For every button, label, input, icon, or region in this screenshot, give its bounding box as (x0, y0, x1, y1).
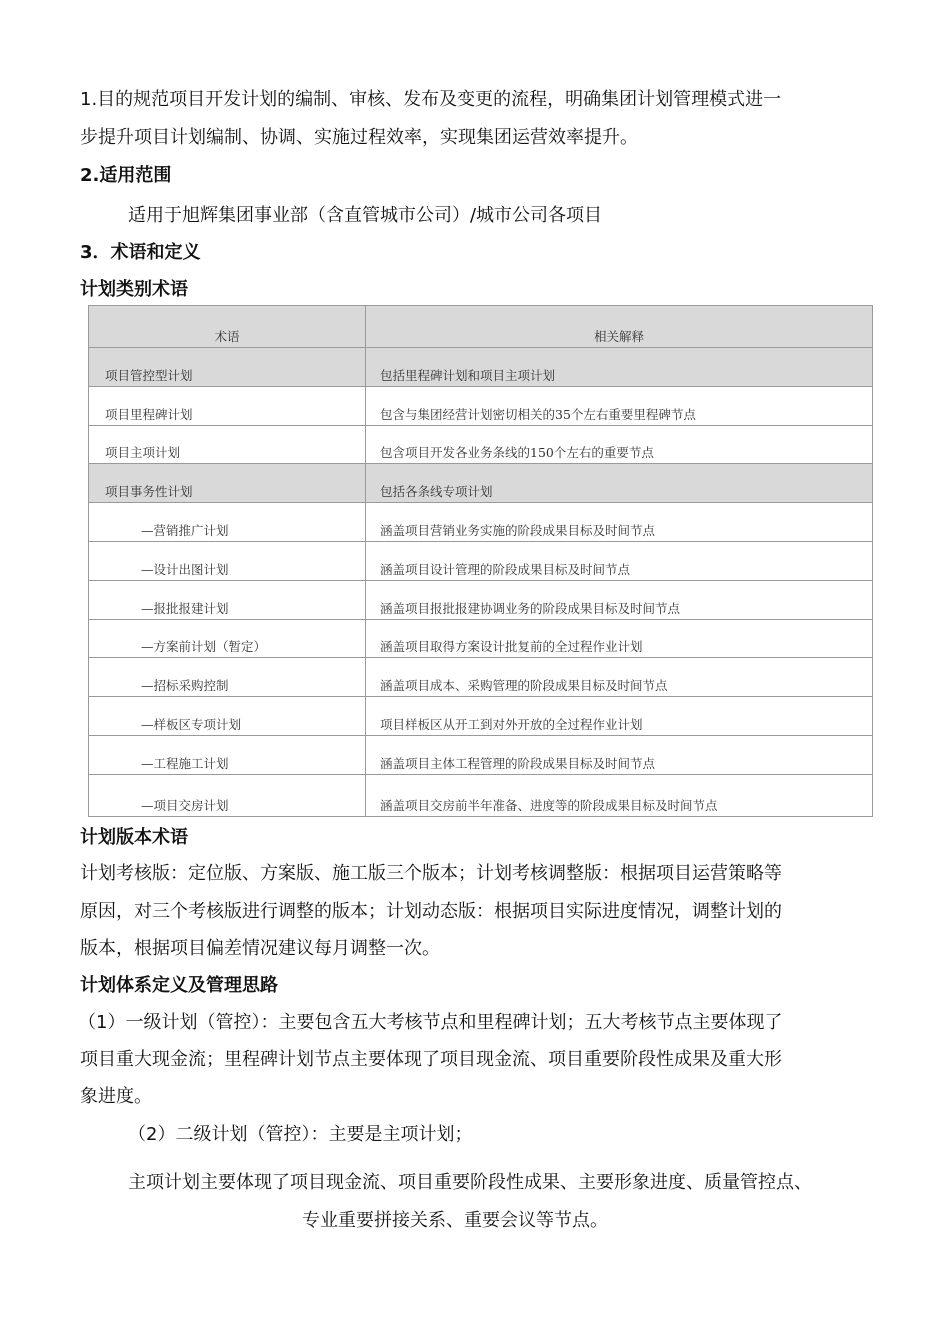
table-row (89, 348, 873, 387)
table-row (89, 503, 873, 542)
desc-cell: 涵盖项目取得方案设计批复前的全过程作业计划 (366, 619, 873, 658)
term-cell: —项目交房计划 (89, 774, 366, 816)
table-row (89, 619, 873, 658)
term-cell: —营销推广计划 (89, 503, 366, 542)
version-heading: 计划版本术语 (80, 827, 188, 848)
term-cell: 项目事务性计划 (89, 464, 366, 503)
term-cell: —设计出图计划 (89, 541, 366, 580)
version-line1: 计划考核版：定位版、方案版、施工版三个版本；计划考核调整版：根据项目运营策略等 (80, 863, 782, 884)
desc-cell: 涵盖项目营销业务实施的阶段成果目标及时间节点 (366, 503, 873, 542)
system-heading: 计划体系定义及管理思路 (80, 975, 278, 996)
table-row (89, 386, 873, 425)
table-row (89, 541, 873, 580)
desc-cell: 包括各条线专项计划 (366, 464, 873, 503)
table-row (89, 735, 873, 774)
desc-cell: 项目样板区从开工到对外开放的全过程作业计划 (366, 697, 873, 736)
section1-line2: 步提升项目计划编制、协调、实施过程效率，实现集团运营效率提升。 (80, 127, 638, 148)
section3-heading: 3．术语和定义 (80, 242, 201, 263)
table-row (89, 658, 873, 697)
plan-category-heading: 计划类别术语 (80, 279, 188, 300)
term-column-header: 术语 (89, 306, 366, 348)
table-row (89, 425, 873, 464)
term-cell: 项目管控型计划 (89, 348, 366, 387)
term-cell: —样板区专项计划 (89, 697, 366, 736)
system-p1-line3: 象进度。 (80, 1086, 152, 1107)
desc-cell: 包含项目开发各业务条线的150个左右的重要节点 (366, 425, 873, 464)
desc-cell: 涵盖项目交房前半年准备、进度等的阶段成果目标及时间节点 (366, 774, 873, 816)
system-p3-line2: 专业重要拼接关系、重要会议等节点。 (302, 1210, 608, 1231)
desc-cell: 涵盖项目成本、采购管理的阶段成果目标及时间节点 (366, 658, 873, 697)
table-row (89, 774, 873, 816)
section2-body: 适用于旭辉集团事业部（含直管城市公司）/城市公司各项目 (128, 205, 603, 226)
term-cell: 项目主项计划 (89, 425, 366, 464)
desc-cell: 涵盖项目设计管理的阶段成果目标及时间节点 (366, 541, 873, 580)
section1-line1: 1.目的规范项目开发计划的编制、审核、发布及变更的流程，明确集团计划管理模式进一 (80, 89, 782, 110)
term-cell: —报批报建计划 (89, 580, 366, 619)
desc-column-header: 相关解释 (366, 306, 873, 348)
version-line2: 原因，对三个考核版进行调整的版本；计划动态版：根据项目实际进度情况，调整计划的 (80, 901, 782, 922)
desc-cell: 包括里程碑计划和项目主项计划 (366, 348, 873, 387)
system-p3-line1: 主项计划主要体现了项目现金流、项目重要阶段性成果、主要形象进度、质量管控点、 (128, 1172, 812, 1193)
table-row (89, 464, 873, 503)
system-p1-line2: 项目重大现金流；里程碑计划节点主要体现了项目现金流、项目重要阶段性成果及重大形 (80, 1049, 782, 1070)
table-row (89, 580, 873, 619)
table-header-row (89, 306, 873, 348)
term-cell: 项目里程碑计划 (89, 386, 366, 425)
table-row (89, 697, 873, 736)
terms-table (88, 305, 873, 817)
term-cell: —方案前计划（暂定） (89, 619, 366, 658)
version-line3: 版本，根据项目偏差情况建议每月调整一次。 (80, 938, 440, 959)
system-p2: （2）二级计划（管控）：主要是主项计划； (128, 1124, 473, 1145)
term-cell: —招标采购控制 (89, 658, 366, 697)
desc-cell: 涵盖项目报批报建协调业务的阶段成果目标及时间节点 (366, 580, 873, 619)
system-p1-line1: （1）一级计划（管控）：主要包含五大考核节点和里程碑计划；五大考核节点主要体现了 (78, 1012, 783, 1033)
desc-cell: 涵盖项目主体工程管理的阶段成果目标及时间节点 (366, 735, 873, 774)
desc-cell: 包含与集团经营计划密切相关的35个左右重要里程碑节点 (366, 386, 873, 425)
term-cell: —工程施工计划 (89, 735, 366, 774)
section2-heading: 2.适用范围 (80, 165, 172, 186)
